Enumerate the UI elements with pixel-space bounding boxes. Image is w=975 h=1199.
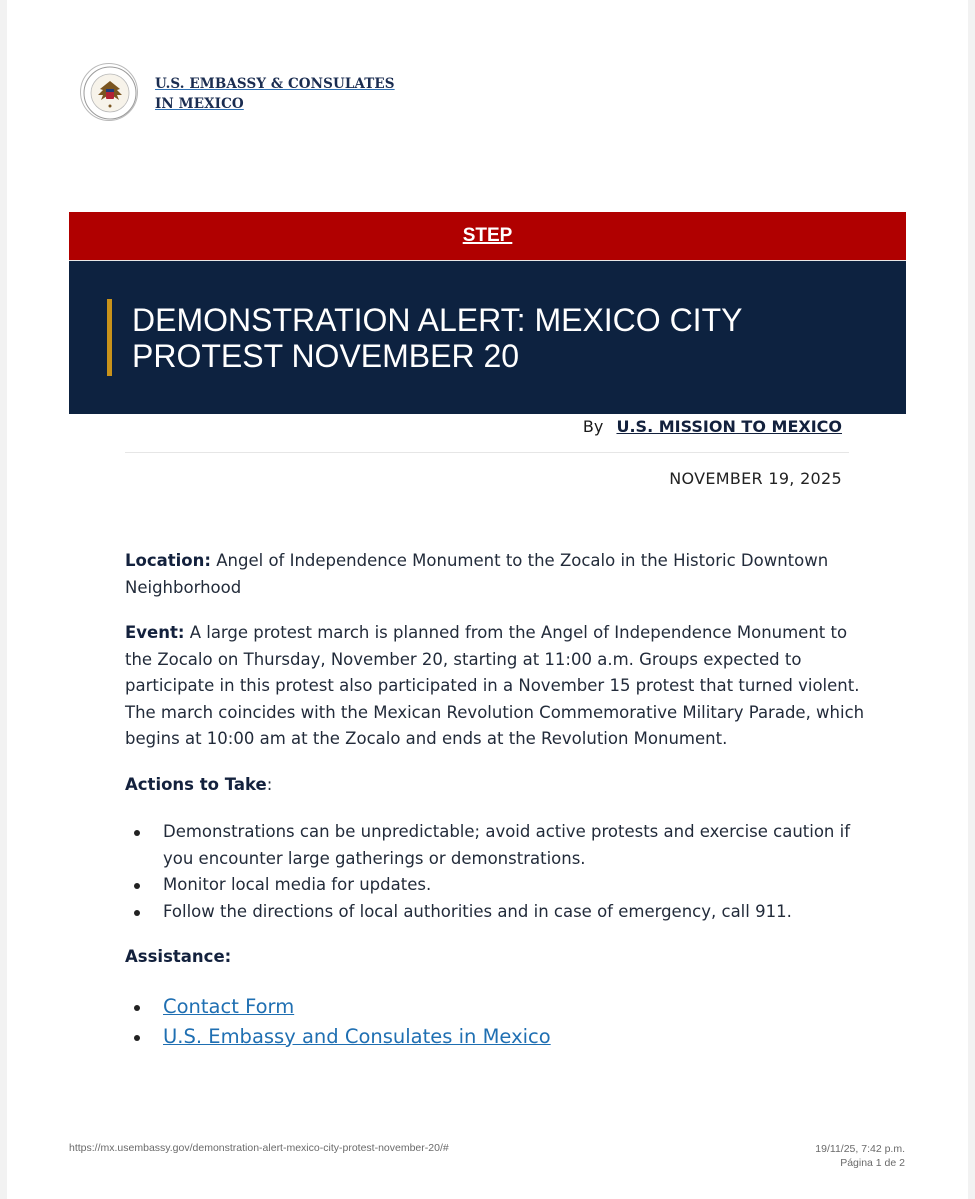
page-title [132,302,872,374]
assistance-label: Assistance: [125,947,232,966]
byline-prefix: By [582,417,604,436]
title-banner [69,261,906,414]
list-item [125,992,865,1022]
step-banner [69,212,906,260]
action-text: Monitor local media for updates. [163,875,432,894]
event-text: A large protest march is planned from the Angel of Independence Monument to the Zocalo on Thursday, November 20, starting at 11:00 a.m. Groups expected to participate in this protest also participated in a November 15 protest that turned violent. The march coincides with the Mexican Revolution Commemorative Military Parade, which begins at 10:00 am at the Zocalo and ends at the Revolution Monument. [125,623,865,748]
actions-label: Actions to Take [125,774,267,794]
action-text: Follow the directions of local authorities and in case of emergency, call 911. [163,901,792,921]
actions-heading [125,772,865,799]
location-text: Angel of Independence Monument to the Zocalo in the Historic Downtown Neighborhood [125,551,829,597]
document-page [7,0,968,1199]
footer-meta [815,1142,905,1170]
actions-list [125,819,865,925]
assistance-links [125,992,865,1052]
list-item [125,899,865,926]
article-body [125,548,865,1071]
title-accent-bar [107,299,112,376]
footer-page-number: Página 1 de 2 [840,1157,905,1169]
bullet-icon [134,883,140,889]
event-label: Event: [125,623,185,642]
list-item [125,1022,865,1052]
bullet-icon [134,1035,140,1041]
site-brand-link[interactable] [155,74,395,114]
us-department-of-state-seal-icon [80,63,138,121]
brand-line-1: U.S. EMBASSY & CONSULATES [155,76,395,92]
title-line-1: DEMONSTRATION ALERT: MEXICO CITY [132,302,743,338]
actions-colon: : [266,774,273,794]
title-line-2: PROTEST NOVEMBER 20 [132,338,520,374]
brand-line-2: IN MEXICO [155,96,244,112]
publish-date: NOVEMBER 19, 2025 [669,469,842,488]
bullet-icon [134,910,140,916]
assistance-heading [125,944,865,971]
list-item [125,872,865,899]
step-link[interactable]: STEP [462,225,513,246]
footer-datetime: 19/11/25, 7:42 p.m. [815,1143,905,1155]
location-label: Location: [125,551,211,570]
contact-form-link[interactable]: Contact Form [163,994,295,1018]
bullet-icon [134,830,140,836]
list-item [125,819,865,872]
byline-divider [125,452,849,453]
event-paragraph [125,620,865,753]
byline-org-link[interactable]: U.S. MISSION TO MEXICO [616,417,842,436]
footer-url: https://mx.usembassy.gov/demonstration-alert-mexico-city-protest-november-20/# [69,1142,449,1154]
embassy-consulates-link[interactable]: U.S. Embassy and Consulates in Mexico [163,1024,551,1048]
byline [583,417,842,436]
location-paragraph [125,548,865,601]
action-text: Demonstrations can be unpredictable; avoid active protests and exercise caution if you encounter large gatherings or demonstrations. [163,822,851,868]
bullet-icon [134,1005,140,1011]
